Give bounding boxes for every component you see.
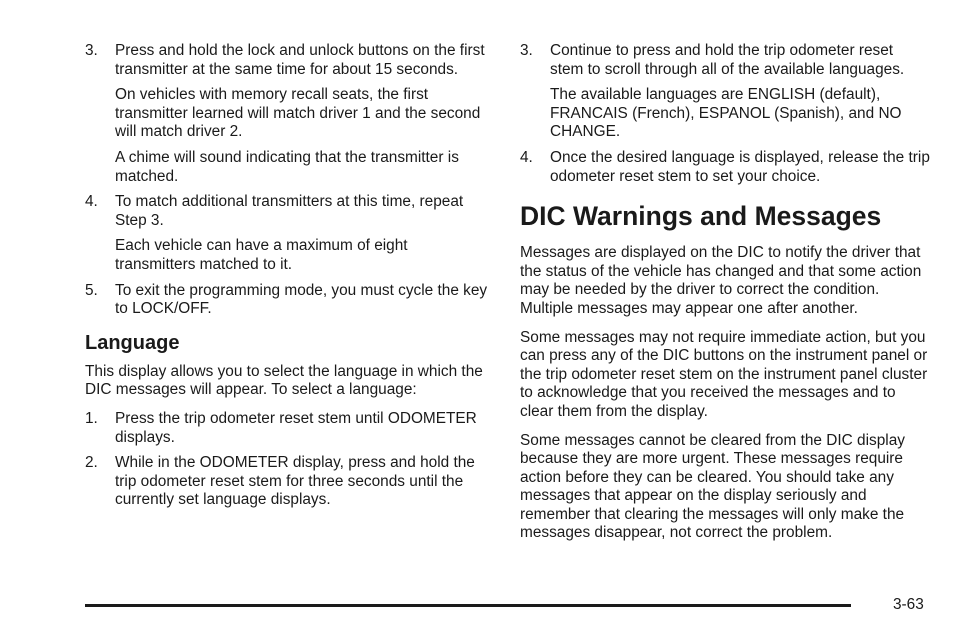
language-step-2 — [85, 454, 491, 510]
step-text: While in the ODOMETER display, press and hold the trip odometer reset stem for three seconds until the currently set language displays. — [115, 454, 475, 509]
step-number: 4. — [520, 148, 533, 166]
step-number: 1. — [85, 409, 98, 427]
dic-paragraph-2: Some messages may not require immediate action, but you can press any of the DIC buttons on the instrument panel or the trip odometer reset stem on the instrument panel cluster to acknowledge that you received the messages and to clear them from the display. — [520, 328, 928, 420]
step-number: 4. — [85, 193, 98, 211]
step-text: To exit the programming mode, you must cycle the key to LOCK/OFF. — [115, 281, 488, 318]
step-4-note-maximum: Each vehicle can have a maximum of eight transmitters matched to it. — [115, 237, 408, 273]
left-column — [85, 42, 491, 517]
page-number: 3-63 — [893, 596, 924, 613]
dic-paragraph-3: Some messages cannot be cleared from the DIC display because they are more urgent. These messages require action before they can be cleared. You should take any messages that appear on the display seriously and remember that clearing the messages will only make the messages disappear, not correct the problem. — [520, 431, 905, 542]
step-text: Once the desired language is displayed, release the trip odometer reset stem to set your choice. — [550, 148, 930, 185]
available-languages-note: The available languages are ENGLISH (default), FRANCAIS (French), ESPANOL (Spanish), and NO CHANGE. — [550, 86, 902, 141]
language-intro: This display allows you to select the language in which the DIC messages will appear. To select a language: — [85, 362, 483, 399]
language-heading: Language — [85, 331, 180, 354]
dic-warnings-heading: DIC Warnings and Messages — [520, 201, 882, 232]
step-number: 3. — [520, 42, 533, 59]
programming-step-3 — [85, 42, 491, 79]
right-column — [520, 42, 930, 553]
step-3-note-memory-seats: On vehicles with memory recall seats, the first transmitter learned will match driver 1 and the second will match driver 2. — [115, 86, 481, 141]
language-step-4 — [520, 149, 930, 186]
step-3-note-chime: A chime will sound indicating that the transmitter is matched. — [115, 148, 459, 185]
step-text: To match additional transmitters at this time, repeat Step 3. — [115, 193, 464, 229]
language-step-1 — [85, 410, 491, 447]
footer-divider — [85, 604, 851, 607]
step-number: 3. — [85, 42, 98, 59]
step-text: Continue to press and hold the trip odometer reset stem to scroll through all of the available languages. — [550, 42, 905, 78]
step-text: Press the trip odometer reset stem until ODOMETER displays. — [115, 409, 477, 446]
programming-step-4 — [85, 193, 491, 230]
programming-step-5 — [85, 282, 491, 319]
step-number: 5. — [85, 281, 98, 299]
step-text: Press and hold the lock and unlock buttons on the first transmitter at the same time for about 15 seconds. — [115, 42, 485, 78]
dic-paragraph-1: Messages are displayed on the DIC to notify the driver that the status of the vehicle has changed and that some action may be needed by the driver to correct the condition. Multiple messages may appear one after another. — [520, 244, 922, 317]
language-step-3 — [520, 42, 930, 79]
step-number: 2. — [85, 454, 98, 472]
